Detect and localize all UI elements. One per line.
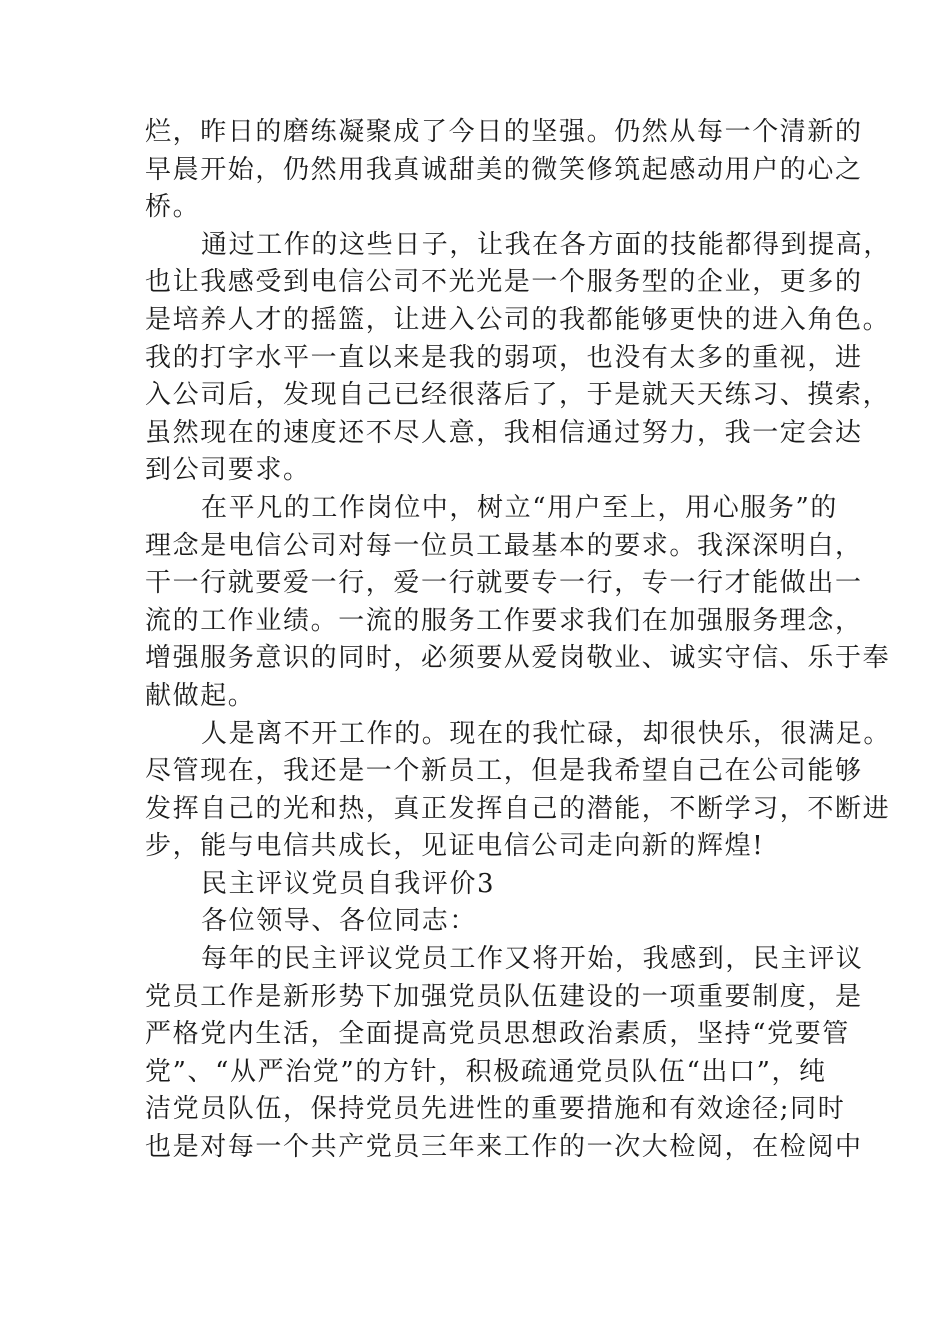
document-body <box>145 114 892 1167</box>
text-line: 每年的民主评议党员工作又将开始，我感到，民主评议 <box>201 944 864 975</box>
salutation <box>145 903 815 941</box>
paragraph <box>145 941 864 1167</box>
text-line: 烂，昨日的磨练凝聚成了今日的坚强。仍然从每一个清新的 <box>145 117 863 147</box>
text-line: 也是对每一个共产党员三年来工作的一次大检阅，在检阅中 <box>145 1132 863 1163</box>
text-line: 到公司要求。 <box>145 455 311 486</box>
text-line: 是培养人才的摇篮，让进入公司的我都能够更快的进入角色。 <box>145 304 891 335</box>
text-line: 通过工作的这些日子，让我在各方面的技能都得到提高， <box>201 229 892 260</box>
text-line: 也让我感受到电信公司不光光是一个服务型的企业，更多的 <box>145 267 863 298</box>
text-line: 步，能与电信共成长，见证电信公司走向新的辉煌! <box>145 831 765 862</box>
text-line: 入公司后，发现自己已经很落后了，于是就天天练习、摸索， <box>145 380 891 411</box>
text-line: 人是离不开工作的。现在的我忙碌，却很快乐，很满足。 <box>201 718 892 749</box>
paragraph <box>145 490 891 716</box>
salutation-text: 各位领导、各位同志： <box>201 906 478 937</box>
text-line: 尽管现在，我还是一个新员工，但是我希望自己在公司能够 <box>145 756 863 787</box>
text-line: 我的打字水平一直以来是我的弱项，也没有太多的重视，进 <box>145 342 863 373</box>
paragraph <box>145 716 892 866</box>
text-line: 严格党内生活，全面提高党员思想政治素质，坚持“党要管 <box>145 1019 850 1050</box>
heading-text: 民主评议党员自我评价3 <box>201 868 496 899</box>
text-line: 理念是电信公司对每一位员工最基本的要求。我深深明白， <box>145 530 863 561</box>
text-line: 早晨开始，仍然用我真诚甜美的微笑修筑起感动用户的心之 <box>145 154 863 185</box>
text-line: 在平凡的工作岗位中，树立“用户至上，用心服务”的 <box>201 492 838 523</box>
text-line: 干一行就要爱一行，爱一行就要专一行，专一行才能做出一 <box>145 568 863 599</box>
text-line: 洁党员队伍，保持党员先进性的重要措施和有效途径;同时 <box>145 1094 846 1125</box>
text-line: 党员工作是新形势下加强党员队伍建设的一项重要制度，是 <box>145 981 863 1012</box>
paragraph <box>145 227 892 490</box>
section-heading <box>145 866 815 904</box>
text-line: 发挥自己的光和热，真正发挥自己的潜能，不断学习，不断进 <box>145 793 891 824</box>
text-line: 流的工作业绩。一流的服务工作要求我们在加强服务理念， <box>145 605 863 636</box>
text-line: 党”、“从严治党”的方针，积极疏通党员队伍“出口”，纯 <box>145 1056 827 1087</box>
paragraph <box>145 114 863 227</box>
text-line: 桥。 <box>145 192 201 223</box>
text-line: 献做起。 <box>145 680 256 711</box>
text-line: 增强服务意识的同时，必须要从爱岗敬业、诚实守信、乐于奉 <box>145 643 891 674</box>
text-line: 虽然现在的速度还不尽人意，我相信通过努力，我一定会达 <box>145 417 863 448</box>
